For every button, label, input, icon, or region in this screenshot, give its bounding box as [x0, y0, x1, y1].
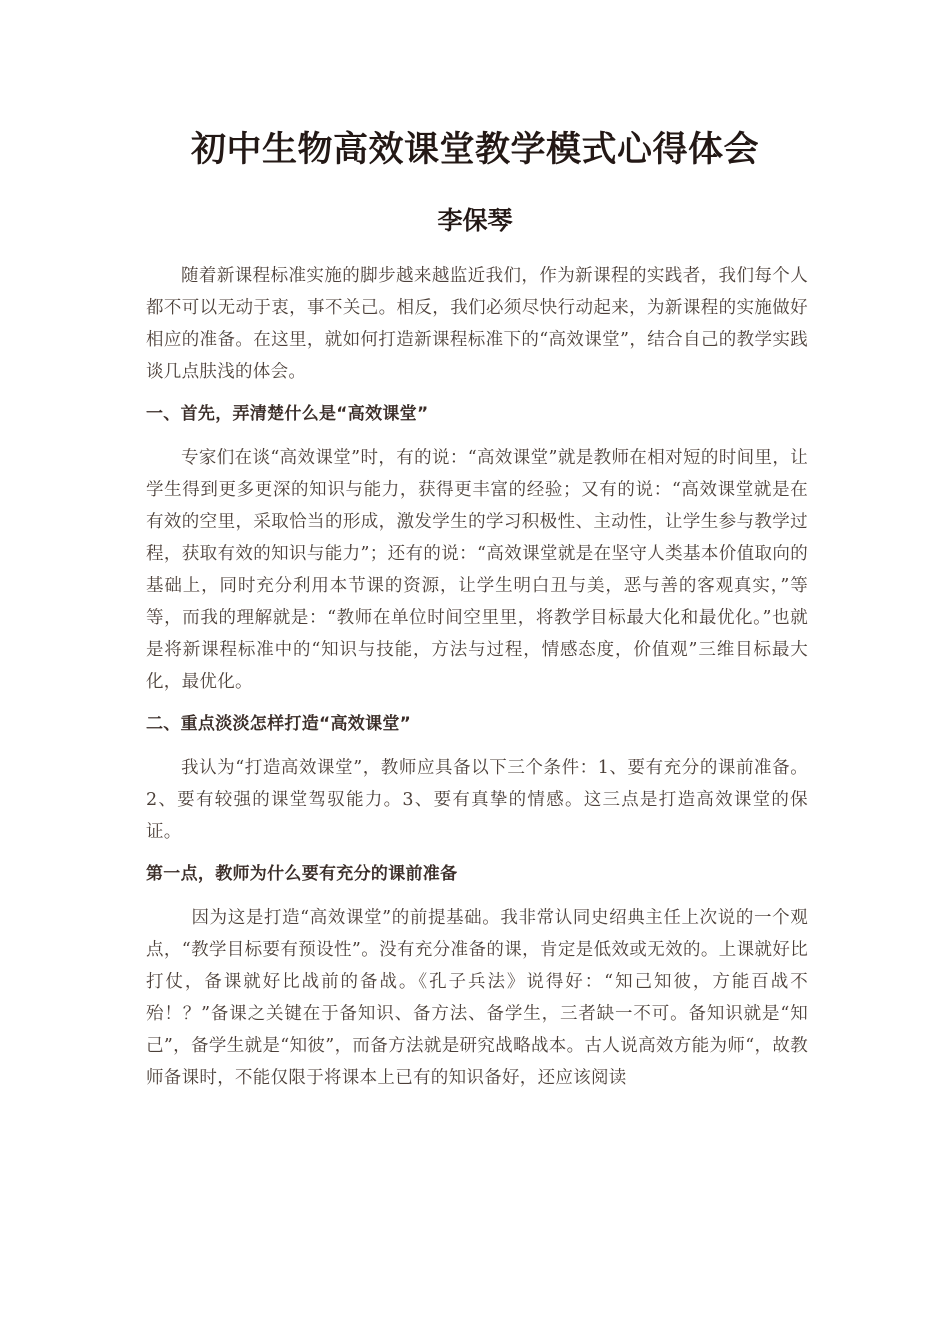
- section-heading-3: 第一点，教师为什么要有充分的课前准备: [146, 864, 458, 884]
- paragraph-intro: 随着新课程标准实施的脚步越来越监近我们，作为新课程的实践者，我们每个人都不可以无动于衷，事不关己。相反，我们必须尽快行动起来，为新课程的实施做好相应的准备。在这里，就如何打造新课程标准下的“高效课堂”，结合自己的教学实践谈几点肤浅的体会。: [146, 266, 808, 382]
- paragraph-definition: 专家们在谈“高效课堂”时，有的说：“高效课堂”就是教师在相对短的时间里，让学生得到更多更深的知识与能力，获得更丰富的经验；又有的说：“高效课堂就是在有效的空里，采取恰当的形成，激发学生的学习积极性、主动性，让学生参与教学过程，获取有效的知识与能力”；还有的说：“高效课堂就是在坚守人类基本价值取向的基础上，同时充分利用本节课的资源，让学生明白丑与美，恶与善的客观真实，”等等，而我的理解就是：“教师在单位时间空里里，将教学目标最大化和最优化。”也就是将新课程标准中的“知识与技能，方法与过程，情感态度，价值观”三维目标最大化，最优化。: [146, 448, 808, 692]
- section-heading-1: 一、首先，弄清楚什么是“高效课堂”: [146, 404, 429, 424]
- paragraph-preparation: 因为这是打造“高效课堂”的前提基础。我非常认同史绍典主任上次说的一个观点，“教学目标要有预设性”。没有充分准备的课，肯定是低效或无效的。上课就好比打仗，备课就好比战前的备战。《孔子兵法》说得好：“知己知彼，方能百战不殆！？”备课之关键在于备知识、备方法、备学生，三者缺一不可。备知识就是“知己”，备学生就是“知彼”，而备方法就是研究战略战本。古人说高效方能为师“，故教师备课时，不能仅限于将课本上已有的知识备好，还应该阅读: [146, 908, 808, 1088]
- paragraph-conditions: 我认为“打造高效课堂”，教师应具备以下三个条件：1、要有充分的课前准备。2、要有较强的课堂驾驭能力。3、要有真挚的情感。这三点是打造高效课堂的保证。: [146, 758, 808, 842]
- document-title: 初中生物高效课堂教学模式心得体会: [190, 129, 759, 170]
- section-heading-2: 二、重点淡淡怎样打造“高效课堂”: [146, 714, 412, 734]
- document-body: [146, 260, 808, 1104]
- document-author: 李保琴: [437, 206, 513, 235]
